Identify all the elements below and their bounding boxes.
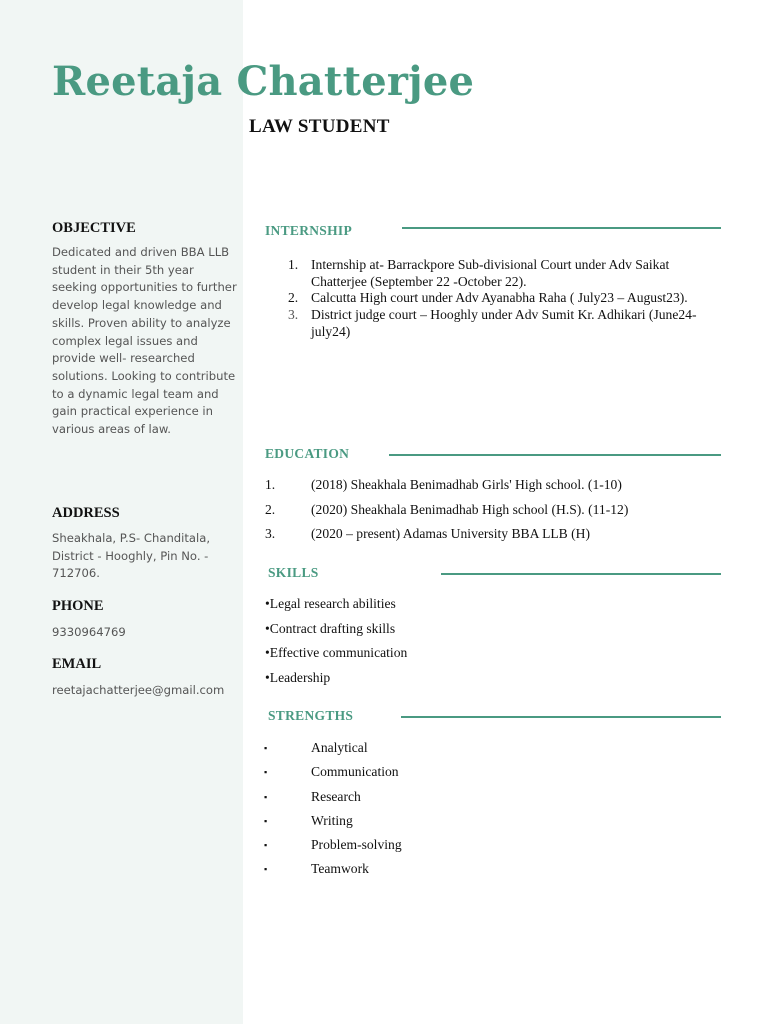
internship-divider — [402, 227, 721, 229]
list-number: 2. — [265, 502, 276, 517]
phone-number: 9330964769 — [52, 625, 126, 639]
objective-heading: OBJECTIVE — [52, 220, 136, 236]
list-number: 1. — [288, 257, 299, 272]
bullet-icon: ▪ — [264, 840, 268, 850]
strength-item — [264, 789, 361, 805]
education-divider — [389, 454, 721, 456]
strength-text: Communication — [311, 764, 399, 779]
bullet-icon: ▪ — [264, 792, 268, 802]
strengths-heading: STRENGTHS — [268, 708, 354, 723]
skill-item: •Legal research abilities — [265, 596, 396, 611]
strength-text: Analytical — [311, 740, 368, 755]
skill-item: •Effective communication — [265, 645, 408, 660]
bullet-icon: ▪ — [264, 767, 268, 777]
education-heading: EDUCATION — [265, 446, 350, 461]
internship-heading: INTERNSHIP — [265, 223, 353, 238]
sidebar — [0, 0, 243, 1024]
internship-text: Internship at- Barrackpore Sub-divisional Court under Adv Saikat Chatterjee (September 22 -October 22). — [311, 257, 670, 289]
education-text: (2020 – present) Adamas University BBA LLB (H) — [311, 526, 591, 541]
education-text: (2020) Sheakhala Benimadhab High school (H.S). (11-12) — [311, 502, 629, 517]
skill-item: •Contract drafting skills — [265, 621, 396, 636]
skills-divider — [441, 573, 721, 575]
internship-item — [288, 290, 706, 307]
list-number: 1. — [265, 477, 276, 492]
address-heading: ADDRESS — [52, 505, 120, 521]
bullet-icon: ▪ — [264, 864, 268, 874]
strength-item — [264, 837, 402, 853]
internship-text: District judge court – Hooghly under Adv Sumit Kr. Adhikari (June24-july24) — [311, 307, 697, 339]
strength-item — [264, 813, 353, 829]
objective-text: Dedicated and driven BBA LLB student in their 5th year seeking opportunities to further develop legal knowledge and skills. Proven ability to analyze complex legal issues and provide well- researched solutions. Looking to contribute to a dynamic legal team and gain practical experience in various areas of law. — [52, 245, 237, 437]
strengths-divider — [401, 716, 721, 718]
skill-item: •Leadership — [265, 670, 331, 685]
internship-item — [288, 307, 706, 340]
strength-text: Writing — [311, 813, 353, 828]
internship-item — [288, 257, 706, 290]
email-address: reetajachatterjee@gmail.com — [52, 683, 225, 697]
education-item — [265, 502, 628, 518]
strength-text: Research — [311, 789, 361, 804]
strength-text: Teamwork — [311, 861, 369, 876]
strength-item — [264, 740, 368, 756]
strength-item — [264, 764, 399, 780]
list-number: 2. — [288, 290, 299, 305]
strength-text: Problem-solving — [311, 837, 402, 852]
bullet-icon: ▪ — [264, 743, 268, 753]
address-text: Sheakhala, P.S- Chanditala, District - Hooghly, Pin No. - 712706. — [52, 531, 211, 581]
skills-heading: SKILLS — [268, 565, 319, 580]
education-item — [265, 477, 622, 493]
education-item — [265, 526, 590, 542]
strength-item — [264, 861, 369, 877]
phone-heading: PHONE — [52, 598, 104, 614]
education-text: (2018) Sheakhala Benimadhab Girls' High school. (1-10) — [311, 477, 622, 492]
internship-text: Calcutta High court under Adv Ayanabha Raha ( July23 – August23). — [311, 290, 688, 305]
bullet-icon: ▪ — [264, 816, 268, 826]
candidate-name: Reetaja Chatterjee — [52, 58, 475, 105]
email-heading: EMAIL — [52, 656, 102, 672]
list-number: 3. — [265, 526, 276, 541]
list-number: 3. — [288, 307, 299, 322]
candidate-title: LAW STUDENT — [249, 116, 390, 137]
